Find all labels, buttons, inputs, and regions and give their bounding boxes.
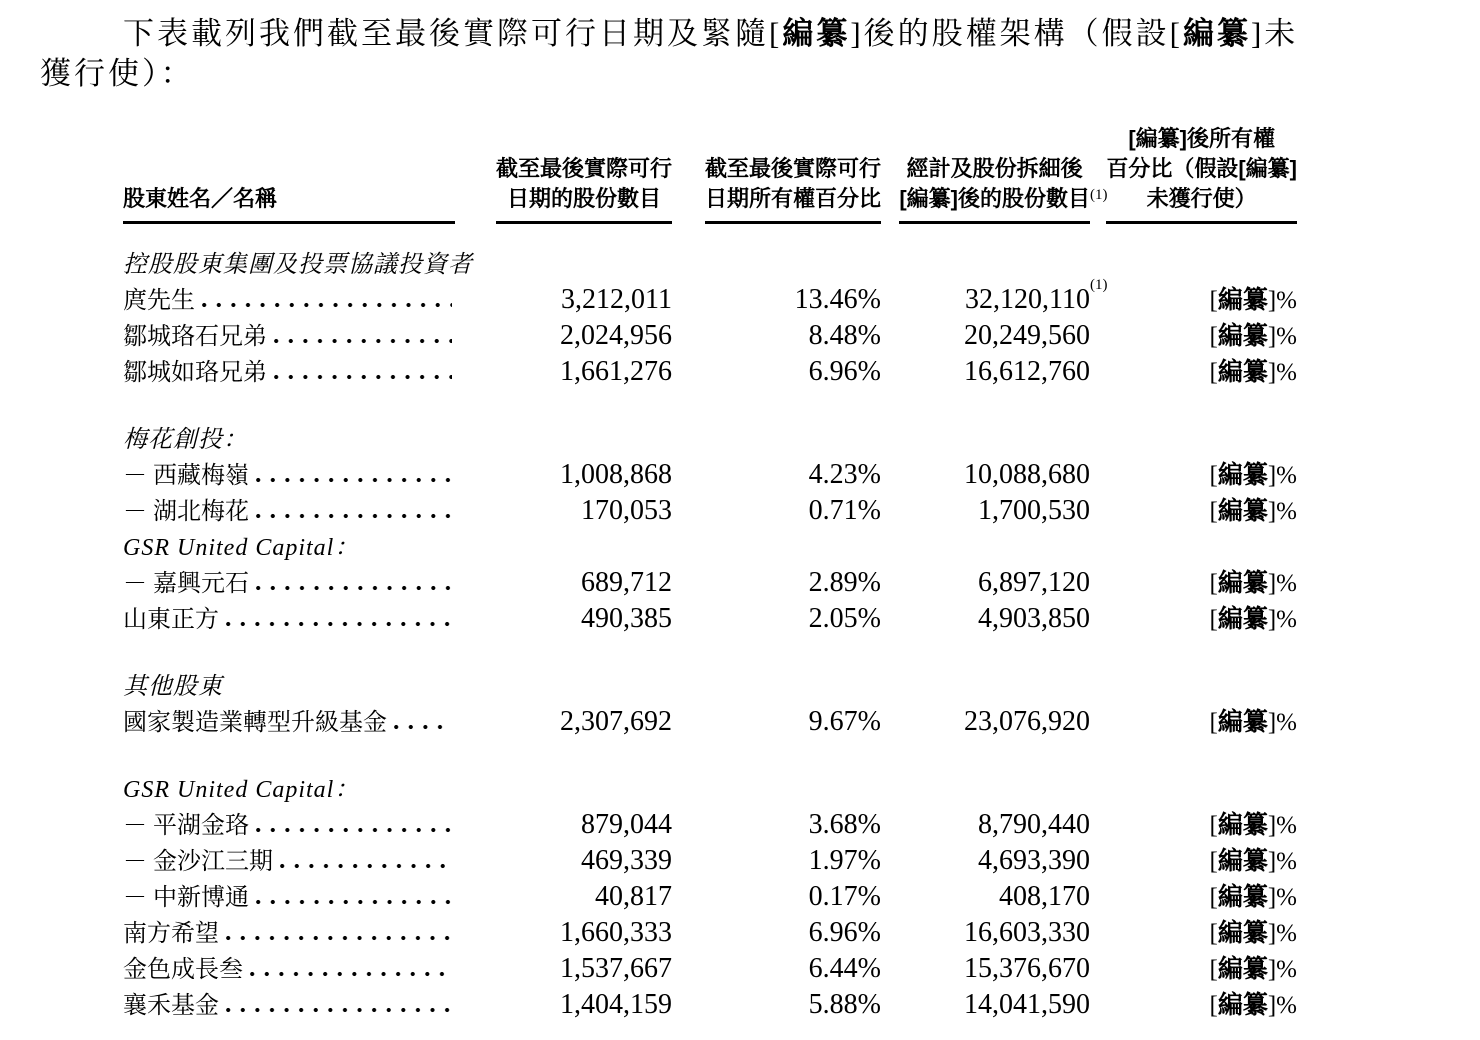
dot-leader [226, 1007, 452, 1013]
shareholder-name: 鄒城珞石兄弟 [123, 324, 267, 350]
shares-post-number: 14,041,590 [964, 989, 1090, 1020]
shares-post-number: 4,693,390 [978, 845, 1090, 876]
shareholder-name: － 西藏梅嶺 [123, 463, 249, 489]
shares-current-value: 1,661,276 [560, 356, 672, 387]
shareholder-name: 庹先生 [123, 288, 195, 314]
shares-post-value [881, 917, 1090, 949]
pct-current-value: 4.23% [808, 459, 881, 490]
shareholder-name: － 金沙江三期 [123, 849, 273, 875]
redacted-placeholder: 編纂 [1182, 16, 1251, 51]
column-header-shares-post: 經計及股份拆細後 [編纂]後的股份數目 (1) [881, 154, 1090, 224]
shares-post-value [881, 809, 1090, 841]
shareholder-name-cell [123, 702, 455, 737]
shares-current-value: 1,537,667 [560, 953, 672, 984]
section-row [123, 769, 1297, 805]
column-header-name: 股東姓名／名稱 [123, 184, 455, 224]
shareholder-name-cell [123, 985, 455, 1020]
table-header-row [123, 124, 1297, 224]
shares-post-value [881, 277, 1108, 316]
pct-current-value: 6.44% [808, 953, 881, 984]
footnote-marker: (1) [1090, 277, 1108, 293]
intro-line-2 [40, 54, 1440, 94]
section-row [123, 666, 1297, 702]
shares-post-number: 16,603,330 [964, 917, 1090, 948]
table-row [123, 352, 1297, 388]
shareholder-name: 金色成長叁 [123, 957, 243, 983]
shares-current-value: 2,307,692 [560, 706, 672, 737]
redacted-placeholder: 編纂 [782, 16, 851, 51]
table-row [123, 277, 1297, 316]
shareholder-name-cell [123, 841, 455, 876]
shareholder-name-cell [123, 316, 455, 351]
dot-leader [394, 724, 452, 730]
shares-post-value [881, 603, 1090, 635]
shares-current-value: 170,053 [581, 495, 672, 526]
shareholder-name-cell [123, 280, 455, 315]
shares-post-number: 8,790,440 [978, 809, 1090, 840]
shares-current-value: 689,712 [581, 567, 672, 598]
section-row [123, 419, 1297, 455]
shareholder-name: － 中新博通 [123, 885, 249, 911]
dot-leader [280, 863, 452, 869]
shares-post-value [881, 989, 1090, 1021]
shares-post-number: 6,897,120 [978, 567, 1090, 598]
shares-post-value [881, 495, 1090, 527]
table-row [123, 702, 1297, 738]
dot-leader [250, 971, 452, 977]
shares-post-number: 20,249,560 [964, 320, 1090, 351]
shares-post-value [881, 881, 1090, 913]
shares-current-value: 1,660,333 [560, 917, 672, 948]
pct-post-value: [編纂]% [1209, 287, 1297, 314]
pct-current-value: 5.88% [808, 989, 881, 1020]
column-header-shares-current: 截至最後實際可行 日期的股份數目 [455, 154, 672, 224]
shareholder-name: － 平湖金珞 [123, 813, 249, 839]
column-header-pct-current: 截至最後實際可行 日期所有權百分比 [672, 154, 881, 224]
shares-current-value: 40,817 [595, 881, 672, 912]
shares-post-value [881, 320, 1090, 352]
shareholder-name-cell [123, 599, 455, 634]
section-row [123, 244, 1297, 280]
dot-leader [256, 827, 452, 833]
table-body [123, 244, 1297, 1021]
pct-post-value: [編纂]% [1209, 812, 1297, 839]
table-row [123, 985, 1297, 1021]
intro-text: ]後的股權架構（假設[ [850, 16, 1183, 51]
pct-current-value: 2.89% [808, 567, 881, 598]
pct-post-value: [編纂]% [1209, 570, 1297, 597]
section-label: 梅花創投： [123, 427, 248, 453]
shares-current-value: 2,024,956 [560, 320, 672, 351]
shares-post-number: 10,088,680 [964, 459, 1090, 490]
section-label: GSR United Capital： [123, 777, 360, 803]
shares-current-value: 1,008,868 [560, 459, 672, 490]
pct-post-value: [編纂]% [1209, 498, 1297, 525]
shares-post-value [881, 845, 1090, 877]
dot-leader [226, 935, 452, 941]
intro-text: ]未 [1250, 16, 1299, 51]
dot-leader [202, 302, 452, 308]
table-row [123, 599, 1297, 635]
section-label: 其他股東 [123, 674, 223, 700]
shareholder-name-cell [123, 563, 455, 598]
pct-post-value: [編纂]% [1209, 920, 1297, 947]
dot-leader [274, 374, 452, 380]
pct-post-value: [編纂]% [1209, 709, 1297, 736]
table-row [123, 563, 1297, 599]
shareholder-name-cell [123, 805, 455, 840]
shareholder-name-cell [123, 455, 455, 490]
shares-current-value: 1,404,159 [560, 989, 672, 1020]
shareholder-name: 國家製造業轉型升級基金 [123, 710, 387, 736]
pct-post-value: [編纂]% [1209, 606, 1297, 633]
intro-text: 下表載列我們截至最後實際可行日期及緊隨[ [123, 16, 783, 51]
shareholder-name-cell [123, 491, 455, 526]
shares-post-number: 1,700,530 [978, 495, 1090, 526]
pct-current-value: 8.48% [808, 320, 881, 351]
shares-post-number: 32,120,110 [965, 284, 1090, 315]
pct-current-value: 6.96% [808, 356, 881, 387]
shareholder-name: 南方希望 [123, 921, 219, 947]
shares-post-number: 408,170 [999, 881, 1090, 912]
dot-leader [256, 899, 452, 905]
pct-current-value: 0.71% [808, 495, 881, 526]
shares-post-value [881, 356, 1090, 388]
shares-post-number: 15,376,670 [964, 953, 1090, 984]
pct-current-value: 6.96% [808, 917, 881, 948]
section-label: GSR United Capital： [123, 535, 360, 561]
shareholder-name-cell [123, 352, 455, 387]
shareholder-name: － 嘉興元石 [123, 571, 249, 597]
pct-post-value: [編纂]% [1209, 848, 1297, 875]
table-row [123, 949, 1297, 985]
table-row [123, 316, 1297, 352]
shareholding-table [123, 124, 1297, 1021]
shareholder-name: 襄禾基金 [123, 993, 219, 1019]
pct-current-value: 3.68% [808, 809, 881, 840]
shareholder-name-cell [123, 877, 455, 912]
dot-leader [256, 513, 452, 519]
pct-current-value: 2.05% [808, 603, 881, 634]
shares-current-value: 469,339 [581, 845, 672, 876]
shares-current-value: 3,212,011 [561, 284, 672, 315]
table-row [123, 491, 1297, 527]
pct-post-value: [編纂]% [1209, 884, 1297, 911]
shares-post-number: 4,903,850 [978, 603, 1090, 634]
footnote-marker: (1) [1090, 187, 1108, 203]
shareholder-name: 鄒城如珞兄弟 [123, 360, 267, 386]
table-row [123, 913, 1297, 949]
dot-leader [226, 621, 452, 627]
dot-leader [256, 477, 452, 483]
table-row [123, 841, 1297, 877]
pct-current-value: 1.97% [808, 845, 881, 876]
section-label: 控股股東集團及投票協議投資者 [123, 252, 473, 278]
pct-post-value: [編纂]% [1209, 323, 1297, 350]
table-row [123, 455, 1297, 491]
shareholder-name: － 湖北梅花 [123, 499, 249, 525]
intro-line-1 [40, 14, 1440, 54]
pct-current-value: 9.67% [808, 706, 881, 737]
shares-current-value: 490,385 [581, 603, 672, 634]
dot-leader [274, 338, 452, 344]
dot-leader [256, 585, 452, 591]
pct-post-value: [編纂]% [1209, 956, 1297, 983]
pct-post-value: [編纂]% [1209, 462, 1297, 489]
column-header-pct-post: [編纂]後所有權 百分比（假設[編纂] 未獲行使） [1090, 124, 1297, 224]
table-row [123, 877, 1297, 913]
shares-current-value: 879,044 [581, 809, 672, 840]
table-row [123, 805, 1297, 841]
shareholder-name-cell [123, 913, 455, 948]
shares-post-value [881, 706, 1090, 738]
shares-post-value [881, 567, 1090, 599]
section-row [123, 527, 1297, 563]
pct-post-value: [編纂]% [1209, 992, 1297, 1019]
intro-paragraph [40, 14, 1440, 94]
shares-post-value [881, 953, 1090, 985]
shares-post-number: 16,612,760 [964, 356, 1090, 387]
shareholder-name-cell [123, 949, 455, 984]
shares-post-number: 23,076,920 [964, 706, 1090, 737]
pct-current-value: 13.46% [794, 284, 881, 315]
pct-post-value: [編纂]% [1209, 359, 1297, 386]
shares-post-value [881, 459, 1090, 491]
intro-text: 獲行使）： [40, 56, 195, 91]
pct-current-value: 0.17% [808, 881, 881, 912]
shareholder-name: 山東正方 [123, 607, 219, 633]
